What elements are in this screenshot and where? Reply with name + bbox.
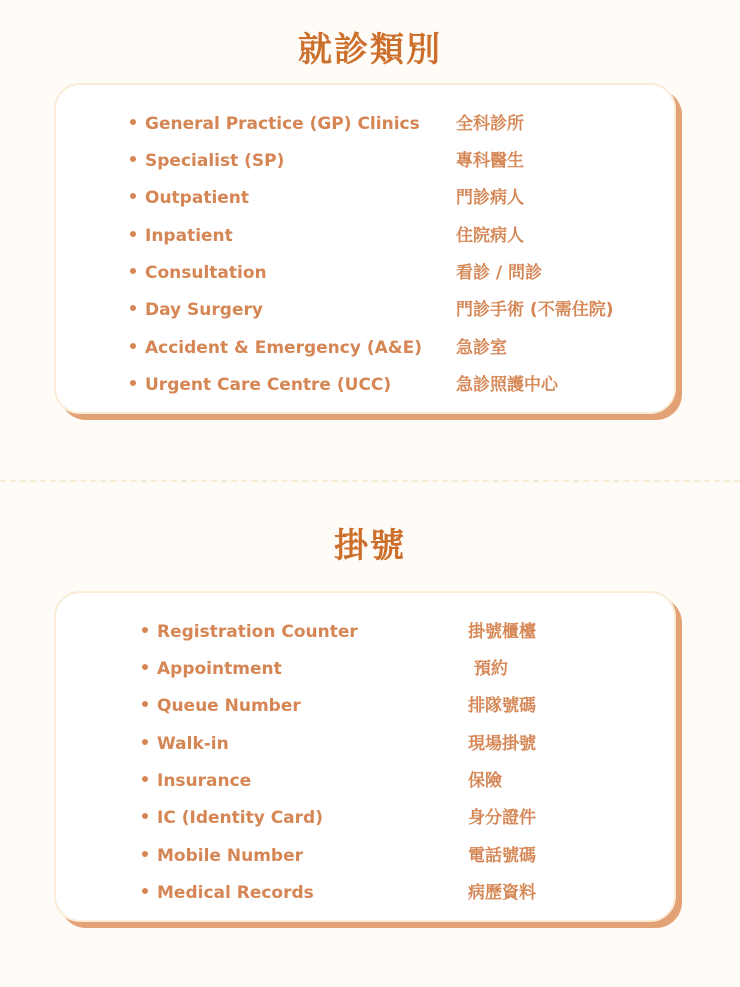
term-chinese: 住院病人 — [456, 226, 524, 246]
term-chinese: 預約 — [468, 659, 508, 679]
bullet-icon — [142, 701, 148, 707]
visit-types-card — [54, 83, 676, 414]
bullet-icon — [130, 119, 136, 125]
term-english: Medical Records — [157, 883, 314, 903]
term-chinese: 門診手術 (不需住院) — [456, 300, 614, 320]
list-item — [130, 221, 233, 251]
list-item — [142, 654, 282, 684]
list-item — [130, 370, 391, 400]
term-english: Outpatient — [145, 188, 250, 208]
term-chinese: 全科診所 — [456, 114, 524, 134]
section1-title: 就診類別 — [298, 30, 442, 70]
list-item — [130, 258, 267, 288]
term-english: Insurance — [157, 771, 252, 791]
term-english: Walk-in — [157, 734, 229, 754]
bullet-icon — [130, 268, 136, 274]
list-item — [142, 617, 358, 647]
bullet-icon — [142, 813, 148, 819]
registration-card — [54, 591, 676, 922]
bullet-icon — [142, 664, 148, 670]
term-english: Urgent Care Centre (UCC) — [145, 375, 392, 395]
list-item — [130, 146, 284, 176]
term-english: Inpatient — [145, 226, 233, 246]
bullet-icon — [142, 627, 148, 633]
bullet-icon — [130, 193, 136, 199]
term-english: Queue Number — [157, 696, 301, 716]
term-chinese: 排隊號碼 — [468, 696, 536, 716]
bullet-icon — [130, 343, 136, 349]
term-chinese: 急診照護中心 — [456, 375, 558, 395]
list-item — [142, 691, 301, 721]
term-english: General Practice (GP) Clinics — [145, 114, 420, 134]
term-chinese: 保險 — [468, 771, 502, 791]
list-item — [142, 878, 314, 908]
bullet-icon — [142, 851, 148, 857]
list-item — [130, 109, 420, 139]
bullet-icon — [142, 776, 148, 782]
list-item — [142, 729, 229, 759]
list-item — [130, 183, 249, 213]
term-chinese: 掛號櫃檯 — [468, 622, 536, 642]
term-english: Mobile Number — [157, 846, 303, 866]
term-english: Accident & Emergency (A&E) — [145, 338, 422, 358]
bullet-icon — [130, 380, 136, 386]
term-chinese: 現場掛號 — [468, 734, 536, 754]
term-chinese: 電話號碼 — [468, 846, 536, 866]
bullet-icon — [142, 888, 148, 894]
list-item — [130, 295, 263, 325]
term-chinese: 身分證件 — [468, 808, 536, 828]
term-english: Registration Counter — [157, 622, 358, 642]
list-item — [142, 841, 303, 871]
list-item — [142, 803, 323, 833]
list-item — [130, 333, 422, 363]
term-chinese: 病歷資料 — [468, 883, 536, 903]
term-chinese: 急診室 — [456, 338, 507, 358]
term-chinese: 門診病人 — [456, 188, 524, 208]
list-item — [142, 766, 251, 796]
bullet-icon — [130, 305, 136, 311]
term-english: Day Surgery — [145, 300, 263, 320]
section2-title: 掛號 — [334, 526, 406, 566]
term-chinese: 專科醫生 — [456, 151, 524, 171]
section-divider — [0, 480, 740, 482]
term-english: IC (Identity Card) — [157, 808, 323, 828]
term-english: Specialist (SP) — [145, 151, 285, 171]
term-english: Appointment — [157, 659, 282, 679]
bullet-icon — [130, 156, 136, 162]
term-english: Consultation — [145, 263, 267, 283]
bullet-icon — [142, 739, 148, 745]
term-chinese: 看診 / 問診 — [456, 263, 543, 283]
bullet-icon — [130, 231, 136, 237]
